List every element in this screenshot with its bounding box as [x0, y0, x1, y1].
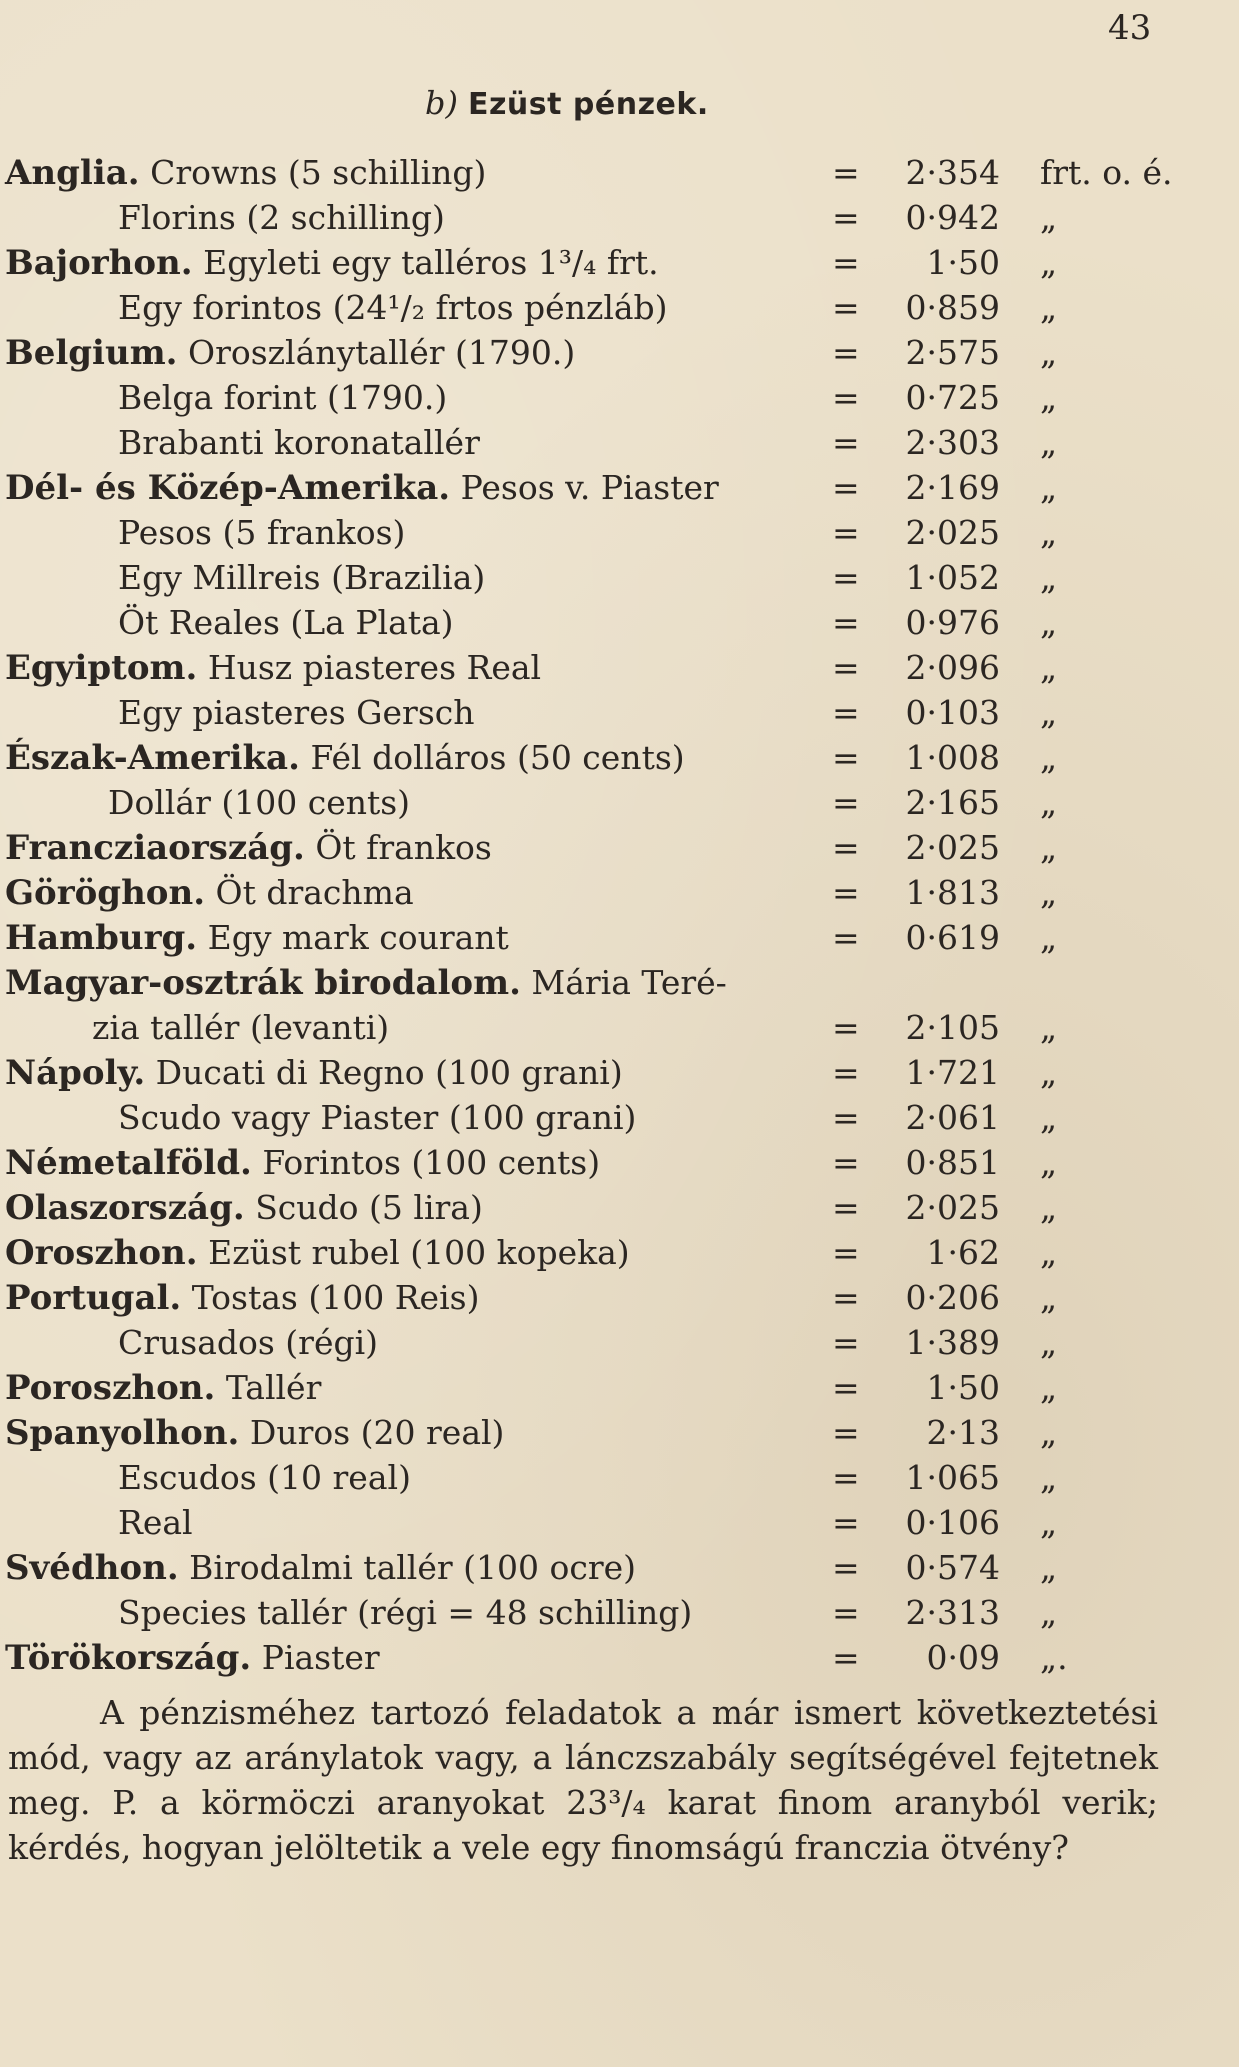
table-row [0, 1323, 1239, 1367]
country-name: Belgium. [5, 333, 178, 373]
coin-value: 1·052 [905, 558, 1000, 597]
value-unit: „ [1040, 1143, 1058, 1182]
table-row [0, 1098, 1239, 1142]
coin-value: 1·721 [905, 1053, 1000, 1092]
value-unit: „ [1040, 1098, 1058, 1137]
coin-description: zia tallér (levanti) [92, 1008, 390, 1047]
coin-description: Florins (2 schilling) [118, 198, 445, 237]
equals-sign: = [832, 1593, 860, 1632]
value-unit: „ [1040, 243, 1058, 282]
section-label: b) [425, 84, 458, 122]
equals-sign: = [832, 1143, 860, 1182]
table-row [0, 1413, 1239, 1457]
coin-value: 1·389 [905, 1323, 1000, 1362]
coin-description: Mária Teré- [531, 963, 727, 1002]
coin-value: 2·061 [905, 1098, 1000, 1137]
equals-sign: = [832, 693, 860, 732]
coin-value: 2·025 [905, 1188, 1000, 1227]
coin-description: Escudos (10 real) [118, 1458, 411, 1497]
table-row [0, 1638, 1239, 1682]
value-unit: „ [1040, 1413, 1058, 1452]
value-unit: „ [1040, 333, 1058, 372]
value-unit: „ [1040, 918, 1058, 957]
table-row [0, 918, 1239, 962]
equals-sign: = [832, 333, 860, 372]
equals-sign: = [832, 1008, 860, 1047]
value-unit: „ [1040, 1188, 1058, 1227]
section-title: Ezüst pénzek. [467, 87, 709, 122]
coin-description: Forintos (100 cents) [262, 1143, 601, 1182]
value-unit: „ [1040, 1278, 1058, 1317]
coin-value: 0·859 [905, 288, 1000, 327]
coin-value: 1·62 [926, 1233, 1000, 1272]
coin-value: 2·025 [905, 513, 1000, 552]
table-row [0, 1503, 1239, 1547]
equals-sign: = [832, 1503, 860, 1542]
table-row [0, 1008, 1239, 1052]
coin-description: Crowns (5 schilling) [150, 153, 487, 192]
equals-sign: = [832, 288, 860, 327]
equals-sign: = [832, 243, 860, 282]
equals-sign: = [832, 1638, 860, 1677]
coin-description: Species tallér (régi = 48 schilling) [118, 1593, 693, 1632]
value-unit: frt. o. é. [1040, 153, 1173, 192]
country-name: Spanyolhon. [5, 1413, 240, 1453]
coin-description: Brabanti koronatallér [118, 423, 480, 462]
table-row [0, 423, 1239, 467]
coin-value: 2·313 [905, 1593, 1000, 1632]
table-row [0, 1368, 1239, 1412]
table-row [0, 468, 1239, 512]
table-row [0, 963, 1239, 1007]
equals-sign: = [832, 1413, 860, 1452]
table-row [0, 1143, 1239, 1187]
value-unit: „ [1040, 468, 1058, 507]
coin-description: Oroszlánytallér (1790.) [188, 333, 576, 372]
table-row [0, 648, 1239, 692]
coin-value: 1·008 [905, 738, 1000, 777]
coin-description: Ezüst rubel (100 kopeka) [208, 1233, 630, 1272]
coin-description: Piaster [261, 1638, 380, 1677]
country-name: Göröghon. [5, 873, 206, 913]
table-row [0, 153, 1239, 197]
value-unit: „ [1040, 1593, 1058, 1632]
value-unit: „ [1040, 648, 1058, 687]
country-name: Anglia. [5, 153, 140, 193]
country-name: Egyiptom. [5, 648, 198, 688]
equals-sign: = [832, 873, 860, 912]
coin-value: 1·065 [905, 1458, 1000, 1497]
coin-value: 0·106 [905, 1503, 1000, 1542]
equals-sign: = [832, 153, 860, 192]
value-unit: „ [1040, 1458, 1058, 1497]
coin-description: Öt frankos [315, 828, 492, 867]
value-unit: „ [1040, 1548, 1058, 1587]
equals-sign: = [832, 783, 860, 822]
table-row [0, 378, 1239, 422]
section-heading [425, 84, 709, 122]
table-row [0, 288, 1239, 332]
table-row [0, 693, 1239, 737]
equals-sign: = [832, 1323, 860, 1362]
equals-sign: = [832, 513, 860, 552]
coin-value: 2·096 [905, 648, 1000, 687]
equals-sign: = [832, 918, 860, 957]
coin-description: Egy mark courant [207, 918, 509, 957]
equals-sign: = [832, 468, 860, 507]
coin-description: Tallér [225, 1368, 322, 1407]
country-name: Portugal. [5, 1278, 182, 1318]
table-row [0, 333, 1239, 377]
equals-sign: = [832, 1548, 860, 1587]
coin-description: Belga forint (1790.) [118, 378, 448, 417]
coin-value: 0·09 [926, 1638, 1000, 1677]
coin-value: 2·303 [905, 423, 1000, 462]
coin-value: 0·976 [905, 603, 1000, 642]
equals-sign: = [832, 1053, 860, 1092]
country-name: Észak-Amerika. [5, 738, 300, 778]
value-unit: „. [1040, 1638, 1068, 1677]
coin-description: Egy forintos (24¹/₂ frtos pénzláb) [118, 288, 668, 327]
coin-value: 2·025 [905, 828, 1000, 867]
value-unit: „ [1040, 1323, 1058, 1362]
country-name: Hamburg. [5, 918, 198, 958]
equals-sign: = [832, 1278, 860, 1317]
table-row [0, 558, 1239, 602]
country-name: Dél- és Közép-Amerika. [5, 468, 451, 508]
equals-sign: = [832, 558, 860, 597]
coin-value: 0·725 [905, 378, 1000, 417]
table-row [0, 243, 1239, 287]
equals-sign: = [832, 378, 860, 417]
equals-sign: = [832, 1368, 860, 1407]
coin-value: 1·50 [926, 243, 1000, 282]
table-row [0, 1548, 1239, 1592]
equals-sign: = [832, 198, 860, 237]
coin-description: Real [118, 1503, 193, 1542]
page-number: 43 [1108, 8, 1152, 48]
table-row [0, 513, 1239, 557]
value-unit: „ [1040, 558, 1058, 597]
equals-sign: = [832, 828, 860, 867]
coin-description: Husz piasteres Real [207, 648, 542, 687]
country-name: Francziaország. [5, 828, 305, 868]
country-name: Oroszhon. [5, 1233, 198, 1273]
country-name: Németalföld. [5, 1143, 252, 1183]
table-row [0, 1188, 1239, 1232]
coin-description: Crusados (régi) [118, 1323, 379, 1362]
coin-description: Fél dolláros (50 cents) [310, 738, 685, 777]
value-unit: „ [1040, 1053, 1058, 1092]
coin-description: Ducati di Regno (100 grani) [155, 1053, 623, 1092]
country-name: Svédhon. [5, 1548, 179, 1588]
coin-value: 0·942 [905, 198, 1000, 237]
coin-description: Öt Reales (La Plata) [118, 603, 454, 642]
coin-value: 2·105 [905, 1008, 1000, 1047]
country-name: Poroszhon. [5, 1368, 216, 1408]
equals-sign: = [832, 1458, 860, 1497]
table-row [0, 828, 1239, 872]
equals-sign: = [832, 1098, 860, 1137]
equals-sign: = [832, 1188, 860, 1227]
value-unit: „ [1040, 513, 1058, 552]
coin-description: Pesos v. Piaster [460, 468, 719, 507]
coin-description: Pesos (5 frankos) [118, 513, 406, 552]
table-row [0, 873, 1239, 917]
value-unit: „ [1040, 738, 1058, 777]
table-row [0, 783, 1239, 827]
coin-description: Öt drachma [215, 873, 414, 912]
country-name: Magyar-osztrák birodalom. [5, 963, 521, 1003]
coin-value: 0·574 [905, 1548, 1000, 1587]
table-row [0, 198, 1239, 242]
coin-value: 1·50 [926, 1368, 1000, 1407]
table-row [0, 1233, 1239, 1277]
table-row [0, 1053, 1239, 1097]
country-name: Bajorhon. [5, 243, 193, 283]
coin-description: Scudo vagy Piaster (100 grani) [118, 1098, 637, 1137]
equals-sign: = [832, 648, 860, 687]
coin-value: 1·813 [905, 873, 1000, 912]
coin-description: Dollár (100 cents) [108, 783, 411, 822]
coin-description: Birodalmi tallér (100 ocre) [189, 1548, 637, 1587]
coin-value: 0·206 [905, 1278, 1000, 1317]
coin-value: 0·619 [905, 918, 1000, 957]
country-name: Törökország. [5, 1638, 252, 1678]
table-row [0, 1278, 1239, 1322]
equals-sign: = [832, 1233, 860, 1272]
coin-description: Egy piasteres Gersch [118, 693, 475, 732]
value-unit: „ [1040, 1008, 1058, 1047]
coin-value: 2·354 [905, 153, 1000, 192]
coin-value: 2·575 [905, 333, 1000, 372]
coin-description: Egyleti egy talléros 1³/₄ frt. [203, 243, 659, 282]
value-unit: „ [1040, 603, 1058, 642]
coin-value: 2·165 [905, 783, 1000, 822]
value-unit: „ [1040, 1503, 1058, 1542]
coin-value: 2·169 [905, 468, 1000, 507]
value-unit: „ [1040, 378, 1058, 417]
equals-sign: = [832, 603, 860, 642]
coin-description: Egy Millreis (Brazilia) [118, 558, 486, 597]
value-unit: „ [1040, 783, 1058, 822]
coin-value: 2·13 [926, 1413, 1000, 1452]
coin-value: 0·103 [905, 693, 1000, 732]
equals-sign: = [832, 423, 860, 462]
value-unit: „ [1040, 828, 1058, 867]
coin-description: Duros (20 real) [249, 1413, 505, 1452]
table-row [0, 1458, 1239, 1502]
country-name: Olaszország. [5, 1188, 245, 1228]
country-name: Nápoly. [5, 1053, 146, 1093]
coin-description: Tostas (100 Reis) [191, 1278, 480, 1317]
value-unit: „ [1040, 1233, 1058, 1272]
paragraph-text: A pénzisméhez tartozó feladatok a már ismert következtetési mód, vagy az aránylatok vagy, a lánczszabály segítségével fejtetnek meg. P. a körmöczi aranyokat 23³/₄ karat finom aranyból verik; kérdés, hogyan jelöltetik a vele egy finomságú franczia ötvény? [8, 1693, 1158, 1867]
equals-sign: = [832, 738, 860, 777]
coin-description: Scudo (5 lira) [255, 1188, 483, 1227]
table-row [0, 738, 1239, 782]
value-unit: „ [1040, 873, 1058, 912]
value-unit: „ [1040, 198, 1058, 237]
body-paragraph [8, 1690, 1158, 1870]
value-unit: „ [1040, 423, 1058, 462]
coin-value: 0·851 [905, 1143, 1000, 1182]
table-row [0, 603, 1239, 647]
value-unit: „ [1040, 288, 1058, 327]
value-unit: „ [1040, 693, 1058, 732]
value-unit: „ [1040, 1368, 1058, 1407]
table-row [0, 1593, 1239, 1637]
